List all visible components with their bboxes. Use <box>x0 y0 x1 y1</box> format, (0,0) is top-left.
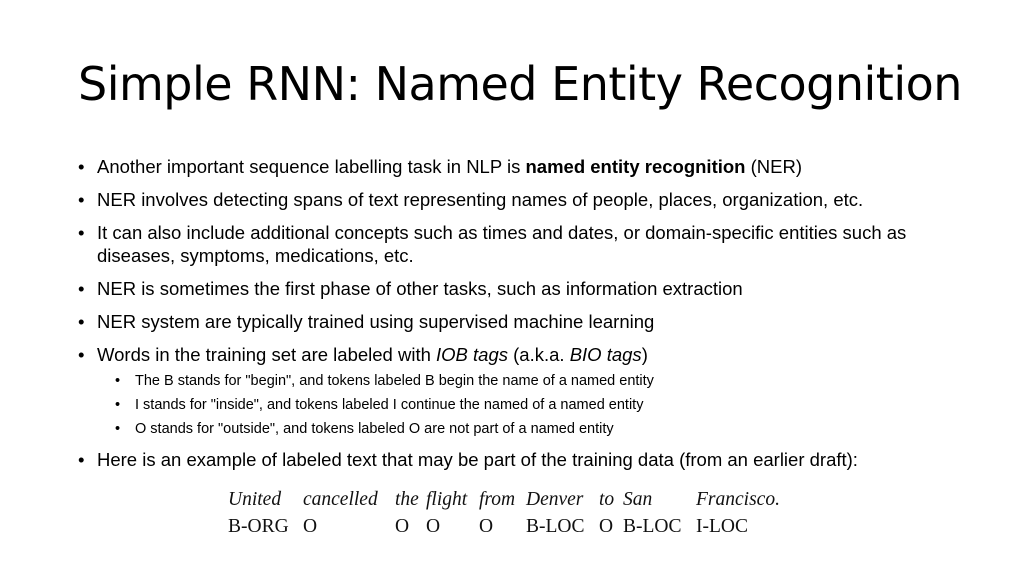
bullet-list <box>78 155 978 481</box>
bullet-item <box>78 448 978 471</box>
bullet-dot: • <box>78 344 85 365</box>
sub-bullet-list <box>78 372 978 438</box>
bullet-dot: • <box>115 421 121 437</box>
example-tag: B-LOC <box>623 516 682 537</box>
sub-bullet-item <box>78 396 978 414</box>
example-word: the <box>395 489 419 510</box>
bullet-item <box>78 277 978 300</box>
bullet-text: (a.k.a. <box>508 344 570 365</box>
bullet-text: NER system are typically trained using supervised machine learning <box>97 311 655 332</box>
example-word: to <box>599 489 615 510</box>
example-word: from <box>479 489 516 510</box>
example-tag: B-LOC <box>526 516 585 537</box>
example-word: Denver <box>526 489 584 510</box>
bullet-text: (NER) <box>745 156 802 177</box>
bullet-dot: • <box>78 156 85 177</box>
bullet-text: ) <box>641 344 648 365</box>
bullet-italic-term: IOB tags <box>436 344 508 365</box>
bullet-item <box>78 155 978 178</box>
slide-title: Simple RNN: Named Entity Recognition <box>78 57 962 111</box>
bullet-item <box>78 221 978 267</box>
bullet-text: Another important sequence labelling task in NLP is <box>97 156 526 177</box>
bullet-text: NER involves detecting spans of text representing names of people, places, organization, etc. <box>97 189 864 210</box>
sub-bullet-text: The B stands for "begin", and tokens labeled B begin the name of a named entity <box>135 373 654 389</box>
bullet-dot: • <box>78 189 85 210</box>
example-tag: B-ORG <box>228 516 289 537</box>
bullet-item <box>78 188 978 211</box>
bullet-item <box>78 310 978 333</box>
bullet-dot: • <box>78 278 85 299</box>
example-word: United <box>228 489 282 510</box>
bullet-dot: • <box>78 311 85 332</box>
example-word: San <box>623 489 653 510</box>
bullet-text: Here is an example of labeled text that may be part of the training data (from an earlier draft): <box>97 449 858 470</box>
bullet-dot: • <box>78 449 85 470</box>
bullet-item <box>78 343 978 366</box>
bullet-italic-term: BIO tags <box>569 344 642 365</box>
bullet-text: It can also include additional concepts such as times and dates, or domain-specific entities such as diseases, symptoms, medications, etc. <box>97 222 907 266</box>
sub-bullet-text: O stands for "outside", and tokens labeled O are not part of a named entity <box>135 421 614 437</box>
example-tag: I-LOC <box>696 516 748 537</box>
example-tag: O <box>599 516 614 537</box>
bullet-dot: • <box>115 373 121 389</box>
example-word: Francisco. <box>696 489 780 510</box>
example-tag: O <box>395 516 410 537</box>
sub-bullet-item <box>78 372 978 390</box>
bullet-dot: • <box>78 222 85 243</box>
example-word: flight <box>426 489 468 510</box>
example-tag: O <box>303 516 318 537</box>
example-tag: O <box>479 516 494 537</box>
sub-bullet-text: I stands for "inside", and tokens labeled I continue the named of a named entity <box>135 397 644 413</box>
sub-bullet-item <box>78 420 978 438</box>
example-tag: O <box>426 516 441 537</box>
bullet-dot: • <box>115 397 121 413</box>
bullet-bold-term: named entity recognition <box>525 156 746 177</box>
bullet-text: NER is sometimes the first phase of other tasks, such as information extraction <box>97 278 743 299</box>
example-word: cancelled <box>303 489 378 510</box>
bullet-text: Words in the training set are labeled with <box>97 344 437 365</box>
